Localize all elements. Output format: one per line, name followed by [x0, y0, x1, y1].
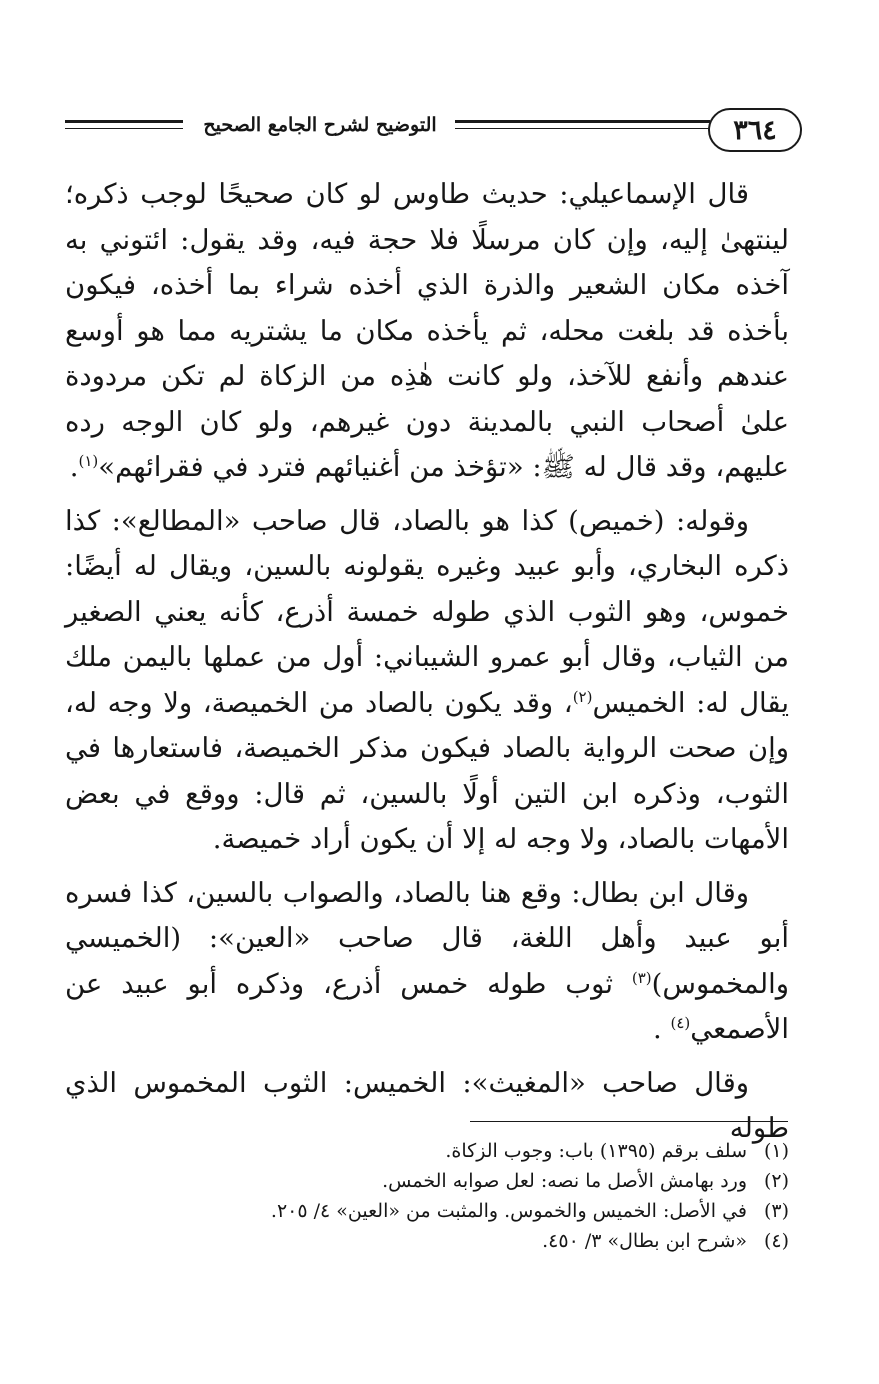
- footnote-number: (٣): [763, 1200, 789, 1222]
- paragraph-text: .: [652, 1013, 671, 1045]
- footnote-text: سلف برقم (١٣٩٥) باب: وجوب الزكاة.: [445, 1140, 747, 1162]
- footnote: [65, 1196, 789, 1226]
- footnote-marker: (٤): [670, 1013, 691, 1032]
- main-text: [65, 172, 789, 1160]
- footnotes: [65, 1136, 789, 1256]
- footnote-text: في الأصل: الخميس والخموس. والمثبت من «العين» ٤/ ٢٠٥.: [270, 1200, 747, 1222]
- paragraph: [65, 499, 789, 863]
- paragraph-text: وقال صاحب «المغيث»: الخميس: الثوب المخموس الذي طوله: [65, 1066, 789, 1144]
- page-header: [60, 100, 795, 158]
- paragraph-text: وقوله: (خميص) كذا هو بالصاد، قال صاحب «المطالع»: كذا ذكره البخاري، وأبو عبيد وغيره يقولونه بالسين، ويقال له أيضًا: خموس، وهو الثوب الذي طوله خمسة أذرع، كأنه يعني الصغير من الثياب، وقال أبو عمرو الشيباني: أول من عملها باليمن ملك يقال له: الخميس: [65, 504, 789, 719]
- header-rule: [65, 128, 183, 129]
- footnote-number: (٢): [763, 1170, 789, 1192]
- footnote-number: (١): [763, 1140, 789, 1162]
- paragraph-text: وقال ابن بطال: وقع هنا بالصاد، والصواب بالسين، كذا فسره أبو عبيد وأهل اللغة، قال صاحب «العين»: (الخميسي والمخموس): [65, 876, 789, 1000]
- footnote-marker: (٢): [572, 687, 593, 706]
- footnote: [65, 1166, 789, 1196]
- footnote-number: (٤): [763, 1230, 789, 1252]
- paragraph: [65, 172, 789, 491]
- footnote-separator: [470, 1121, 788, 1122]
- paragraph-text: قال الإسماعيلي: حديث طاوس لو كان صحيحًا لوجب ذكره؛ لينتهىٰ إليه، وإن كان مرسلًا فلا حجة فيه، وقد يقول: ائتوني به آخذه مكان الشعير والذرة الذي أخذه شراء بما أخذه، فيكون بأخذه قد بلغت محله، ثم يأخذه مكان ما يشتريه مما هو أوسع عندهم وأنفع للآخذ، ولو كانت هٰذِه من الزكاة لم تكن مردودة علىٰ أصحاب النبي بالمدينة دون غيرهم، ولو كان الوجه رده عليهم، وقد قال له ﷺ: «تؤخذ من أغنيائهم فترد في فقرائهم»: [65, 178, 789, 483]
- header-rule: [455, 120, 710, 123]
- header-rule: [65, 120, 183, 123]
- footnote-text: ورد بهامش الأصل ما نصه: لعل صوابه الخمس.: [382, 1170, 747, 1192]
- paragraph-text: ثوب طوله خمس أذرع، وذكره أبو عبيد عن الأصمعي: [65, 967, 789, 1045]
- header-rule: [455, 128, 710, 129]
- paragraph-text: .: [69, 451, 79, 483]
- footnote: [65, 1136, 789, 1166]
- footnote-marker: (٣): [631, 968, 652, 987]
- running-title: التوضيح لشرح الجامع الصحيح: [190, 114, 450, 136]
- page-number: ٣٦٤: [708, 108, 802, 152]
- footnote: [65, 1226, 789, 1256]
- footnote-marker: (١): [78, 451, 99, 470]
- paragraph-text: ، وقد يكون بالصاد من الخميصة، ولا وجه له، وإن صحت الرواية بالصاد فيكون مذكر الخميصة، فاستعارها في الثوب، وذكره ابن التين أولًا بالسين، ثم قال: ووقع في بعض الأمهات بالصاد، ولا وجه له إلا أن يكون أراد خميصة.: [65, 686, 789, 855]
- paragraph: [65, 871, 789, 1053]
- footnote-text: «شرح ابن بطال» ٣/ ٤٥٠.: [542, 1230, 747, 1252]
